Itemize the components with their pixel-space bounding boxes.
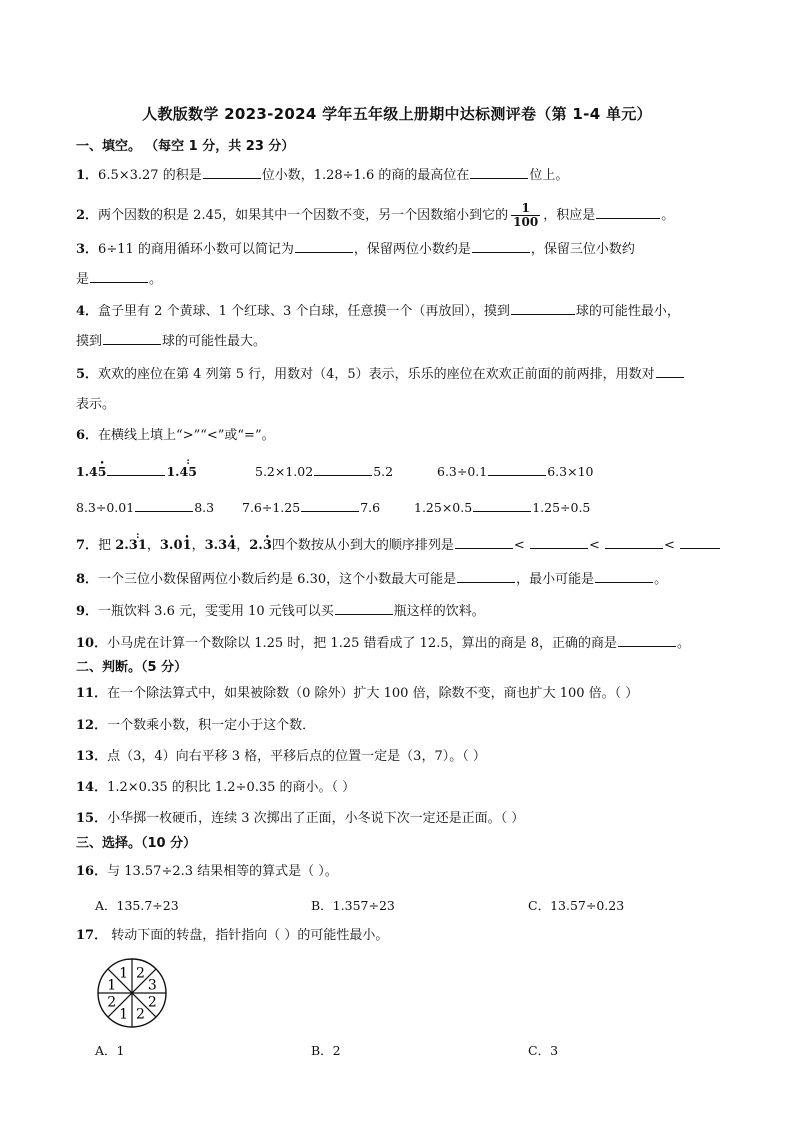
separator: ，: [146, 538, 160, 553]
comparison-right: 6.3×10: [547, 464, 594, 479]
question-number: 10．: [76, 636, 108, 651]
spinner-sector-label: 2: [135, 965, 145, 982]
repeating-digits: : 45: [180, 463, 197, 481]
section-2-heading: [76, 659, 187, 677]
option-b[interactable]: B．1.357÷23: [311, 898, 395, 913]
answer-blank[interactable]: [596, 206, 660, 219]
question-number: 17．: [76, 928, 108, 943]
question-text: 球的可能性最小，: [575, 304, 680, 319]
spinner-sector-label: 2: [147, 994, 157, 1011]
answer-blank[interactable]: [488, 463, 546, 476]
question-text: 摸到: [76, 334, 103, 349]
less-than-sign: <: [664, 538, 675, 553]
option-c[interactable]: C．13.57÷0.23: [528, 898, 625, 913]
option-b[interactable]: B．2: [311, 1043, 341, 1058]
question-5-continued: [76, 396, 115, 414]
number-1: [115, 538, 147, 553]
option-c[interactable]: C．3: [528, 1043, 559, 1058]
question-3: [76, 240, 635, 259]
question-text: 。: [661, 208, 675, 223]
answer-blank[interactable]: [295, 240, 353, 253]
question-number: 3．: [76, 242, 99, 257]
question-text: 。: [654, 572, 668, 587]
spinner-sector-label: 1: [119, 1006, 129, 1023]
question-number: 15．: [76, 811, 108, 826]
separator: ，: [191, 538, 205, 553]
question-4: [76, 302, 680, 321]
question-6: [76, 427, 275, 445]
answer-blank[interactable]: [335, 602, 393, 615]
answer-blank[interactable]: [90, 270, 148, 283]
number-3: [205, 538, 237, 553]
option-a[interactable]: A．1: [95, 1043, 125, 1058]
repeating-digit: • 3: [263, 537, 272, 555]
question-number: 6．: [76, 428, 99, 443]
question-text: 是: [76, 272, 90, 287]
spinner-sector-label: 3: [147, 977, 157, 994]
answer-blank[interactable]: [618, 634, 676, 647]
question-text: 一个数乘小数，积一定小于这个数．: [107, 718, 316, 733]
section-1-heading: [76, 138, 294, 156]
question-text: 。: [677, 636, 691, 651]
answer-blank[interactable]: [605, 536, 663, 549]
question-text: 在横线上填上“>”“<”或“=”。: [98, 428, 275, 443]
question-number: 1．: [76, 168, 99, 183]
question-16: [76, 863, 338, 881]
repeating-digit: • 4: [227, 537, 236, 555]
comparison-item: [76, 463, 197, 481]
question-text: 小华掷一枚硬币，连续 3 次掷出了正面，小冬说下次一定还是正面。（ ）: [107, 811, 525, 826]
comparison-left: 5.2×1.02: [255, 464, 314, 479]
question-5: [76, 365, 685, 384]
answer-blank[interactable]: [470, 166, 528, 179]
answer-blank[interactable]: [680, 536, 720, 549]
answer-blank[interactable]: [530, 536, 588, 549]
less-than-sign: <: [588, 538, 600, 553]
question-2: [76, 202, 674, 229]
question-text: 瓶这样的饮料。: [393, 604, 485, 619]
question-9: [76, 602, 485, 621]
less-than-sign: <: [513, 538, 525, 553]
number-part: 2.: [249, 538, 263, 553]
question-10: [76, 634, 690, 653]
answer-blank[interactable]: [473, 499, 531, 512]
spinner-wheel: [95, 956, 169, 1030]
question-text: 球的可能性最大。: [162, 334, 267, 349]
answer-blank[interactable]: [301, 499, 359, 512]
comparison-left: 1.25×0.5: [414, 500, 473, 515]
comparison-right: 8.3: [194, 500, 215, 515]
repeating-digit: • 1: [183, 537, 192, 555]
question-8: [76, 570, 667, 589]
question-number: 4．: [76, 304, 99, 319]
fraction: [511, 202, 540, 229]
question-text: 6÷11 的商用循环小数可以简记为: [98, 242, 294, 257]
number-part: 2.: [115, 538, 129, 553]
question-number: 13．: [76, 749, 108, 764]
question-number: 14．: [76, 780, 108, 795]
comparison-right: 5.2: [373, 464, 394, 479]
section-2-label: 二、判断。（5 分）: [76, 660, 188, 675]
comparison-item: [255, 463, 393, 481]
comparison-right: 1.25÷0.5: [532, 500, 591, 515]
question-text: 位小数，1.28÷1.6 的商的最高位在: [261, 168, 470, 183]
answer-blank[interactable]: [511, 302, 575, 315]
question-text: 6.5×3.27 的积是: [98, 168, 202, 183]
comparison-item: [242, 499, 380, 517]
question-text: 位上。: [529, 168, 569, 183]
question-text: 欢欢的座位在第 4 列第 5 行，用数对（4，5）表示，乐乐的座位在欢欢正前面的前两排，用数对: [98, 367, 655, 382]
question-number: 9．: [76, 604, 99, 619]
comparison-left: 6.3÷0.1: [437, 464, 488, 479]
answer-blank[interactable]: [472, 240, 530, 253]
page-title: 人教版数学 2023-2024 学年五年级上册期中达标测评卷（第 1-4 单元）: [142, 105, 652, 123]
spinner-sector-label: 2: [107, 994, 117, 1011]
question-number: 16．: [76, 864, 108, 879]
repeating-digits: : 31: [129, 537, 147, 555]
fraction-denominator: 100: [513, 215, 539, 229]
answer-blank[interactable]: [455, 536, 513, 549]
question-number: 11．: [76, 686, 108, 701]
number-4: [249, 538, 272, 553]
question-number: 7．: [76, 538, 99, 553]
question-number: 12．: [76, 718, 108, 733]
question-number: 2．: [76, 208, 99, 223]
comparison-left: 1.4: [76, 464, 98, 479]
comparison-item: [414, 499, 590, 517]
number-part: 3.3: [204, 538, 228, 553]
answer-blank[interactable]: [314, 463, 372, 476]
question-17: [76, 927, 388, 945]
question-text: 一瓶饮料 3.6 元，雯雯用 10 元钱可以买: [98, 604, 334, 619]
answer-blank[interactable]: [107, 463, 165, 476]
section-1-label: 一、填空。: [76, 139, 142, 154]
comparison-item: [437, 463, 594, 481]
question-text: 两个因数的积是 2.45，如果其中一个因数不变，另一个因数缩小到它的: [98, 208, 509, 223]
question-14: [76, 779, 355, 797]
answer-blank[interactable]: [103, 332, 161, 345]
comparison-right: 1.: [166, 464, 180, 479]
answer-blank[interactable]: [595, 570, 653, 583]
section-3-heading: [76, 835, 196, 853]
section-3-label: 三、选择。（10 分）: [76, 836, 197, 851]
spinner-sector-label: 1: [119, 965, 129, 982]
question-text: ，保留两位小数约是: [353, 242, 471, 257]
question-13: [76, 748, 486, 766]
question-text: ，最小可能是: [516, 572, 595, 587]
question-text: 点（3，4）向右平移 3 格，平移后点的位置一定是（3，7）。（ ）: [107, 749, 486, 764]
answer-blank[interactable]: [135, 499, 193, 512]
spinner-sector-label: 2: [135, 1006, 145, 1023]
answer-blank[interactable]: [457, 570, 515, 583]
question-text: 表示。: [76, 397, 116, 412]
question-text: 把: [98, 538, 112, 553]
fraction-numerator: 1: [511, 202, 540, 216]
question-number: 8．: [76, 572, 99, 587]
repeating-digit: • 5: [98, 463, 107, 481]
section-1-note: （每空 1 分，共 23 分）: [145, 139, 295, 154]
question-1: [76, 166, 568, 185]
comparison-item: [76, 499, 214, 517]
question-12: [76, 717, 315, 735]
number-part: 3.0: [159, 538, 183, 553]
question-number: 5．: [76, 367, 99, 382]
answer-blank[interactable]: [203, 166, 261, 179]
question-text: 小马虎在计算一个数除以 1.25 时，把 1.25 错看成了 12.5，算出的商是 8，正确的商是: [107, 636, 617, 651]
number-2: [160, 538, 192, 553]
comparison-left: 8.3÷0.01: [76, 500, 135, 515]
question-7: [76, 536, 721, 555]
question-text: 与 13.57÷2.3 结果相等的算式是（ ）。: [107, 864, 338, 879]
question-text: 盒子里有 2 个黄球、1 个红球、3 个白球，任意摸一个（再放回），摸到: [98, 304, 510, 319]
question-3-continued: [76, 270, 162, 289]
comparison-left: 7.6÷1.25: [242, 500, 301, 515]
question-4-continued: [76, 332, 266, 351]
question-15: [76, 810, 524, 828]
question-text: ，积应是: [543, 208, 596, 223]
question-11: [76, 685, 638, 703]
question-text: ，保留三位小数约: [530, 242, 635, 257]
question-text: 。: [149, 272, 163, 287]
question-text: 在一个除法算式中，如果被除数（0 除外）扩大 100 倍，除数不变，商也扩大 100 倍。（ ）: [107, 686, 639, 701]
answer-blank[interactable]: [656, 365, 684, 378]
question-text: 一个三位小数保留两位小数后约是 6.30，这个小数最大可能是: [98, 572, 457, 587]
option-a[interactable]: A．135.7÷23: [95, 898, 179, 913]
spinner-sector-label: 1: [107, 977, 117, 994]
question-text: 转动下面的转盘，指针指向（ ）的可能性最小。: [107, 928, 389, 943]
question-text: 1.2×0.35 的积比 1.2÷0.35 的商小。（ ）: [107, 780, 356, 795]
question-text: 四个数按从小到大的顺序排列是: [271, 538, 454, 553]
separator: ，: [236, 538, 250, 553]
comparison-right: 7.6: [360, 500, 381, 515]
